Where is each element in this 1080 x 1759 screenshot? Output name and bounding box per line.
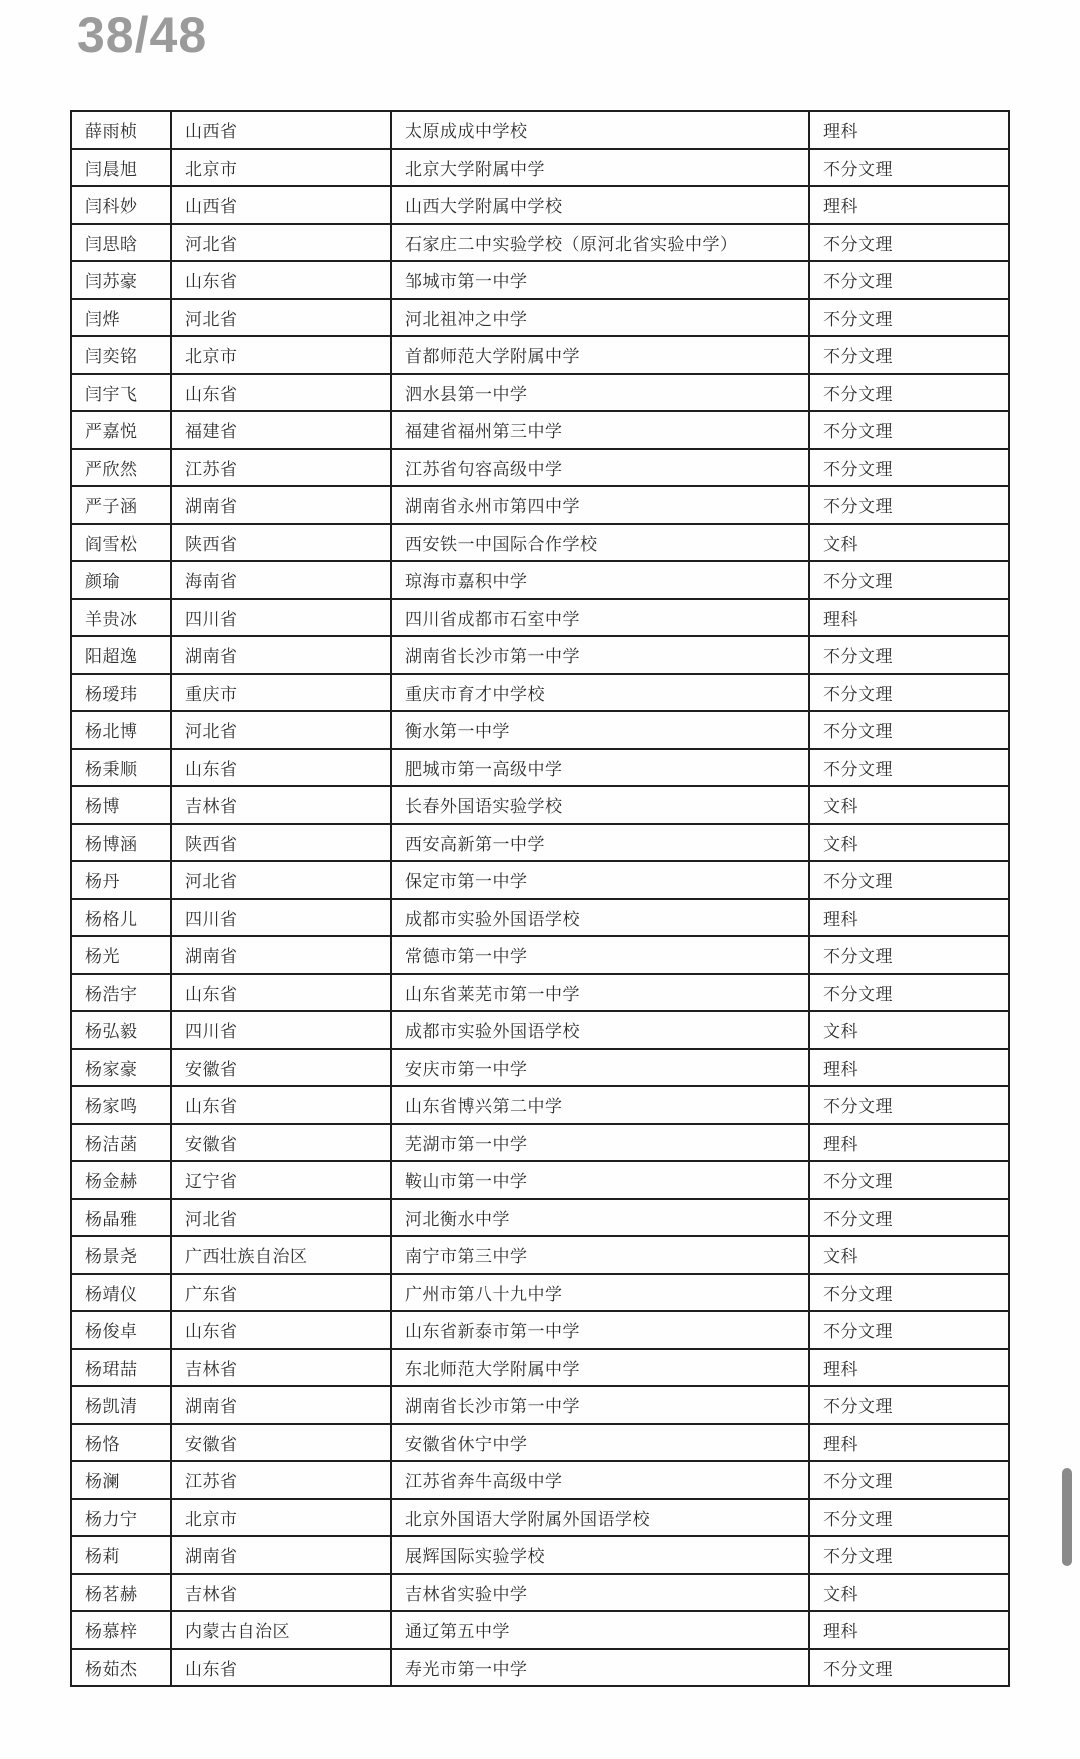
cell-name: 杨瑷玮 [71, 674, 171, 712]
cell-category: 理科 [809, 899, 1009, 937]
table-row [71, 1124, 1009, 1162]
table-row [71, 336, 1009, 374]
cell-province: 辽宁省 [171, 1161, 391, 1199]
cell-name: 闫苏豪 [71, 261, 171, 299]
cell-name: 杨景尧 [71, 1236, 171, 1274]
cell-category: 不分文理 [809, 1536, 1009, 1574]
cell-province: 广西壮族自治区 [171, 1236, 391, 1274]
cell-category: 理科 [809, 599, 1009, 637]
cell-school: 山东省新泰市第一中学 [391, 1311, 809, 1349]
cell-school: 山东省莱芜市第一中学 [391, 974, 809, 1012]
cell-province: 江苏省 [171, 449, 391, 487]
cell-name: 杨晶雅 [71, 1199, 171, 1237]
cell-category: 不分文理 [809, 1199, 1009, 1237]
cell-province: 陕西省 [171, 524, 391, 562]
cell-school: 展辉国际实验学校 [391, 1536, 809, 1574]
cell-name: 杨慕梓 [71, 1611, 171, 1649]
cell-category: 文科 [809, 786, 1009, 824]
cell-category: 文科 [809, 524, 1009, 562]
cell-school: 鞍山市第一中学 [391, 1161, 809, 1199]
cell-category: 不分文理 [809, 1499, 1009, 1537]
cell-name: 杨博 [71, 786, 171, 824]
cell-name: 闫科妙 [71, 186, 171, 224]
table-row [71, 1386, 1009, 1424]
cell-category: 理科 [809, 1349, 1009, 1387]
cell-school: 首都师范大学附属中学 [391, 336, 809, 374]
cell-category: 不分文理 [809, 299, 1009, 337]
cell-name: 薛雨桢 [71, 111, 171, 149]
cell-province: 河北省 [171, 299, 391, 337]
table-row [71, 561, 1009, 599]
cell-name: 杨光 [71, 936, 171, 974]
cell-province: 吉林省 [171, 1574, 391, 1612]
cell-province: 安徽省 [171, 1124, 391, 1162]
cell-school: 长春外国语实验学校 [391, 786, 809, 824]
cell-category: 理科 [809, 1611, 1009, 1649]
cell-name: 颜瑜 [71, 561, 171, 599]
table-row [71, 824, 1009, 862]
cell-name: 杨珺喆 [71, 1349, 171, 1387]
cell-province: 吉林省 [171, 786, 391, 824]
cell-school: 安庆市第一中学 [391, 1049, 809, 1087]
cell-school: 肥城市第一高级中学 [391, 749, 809, 787]
cell-province: 湖南省 [171, 1536, 391, 1574]
cell-school: 湖南省长沙市第一中学 [391, 636, 809, 674]
cell-school: 成都市实验外国语学校 [391, 899, 809, 937]
cell-school: 琼海市嘉积中学 [391, 561, 809, 599]
cell-province: 安徽省 [171, 1049, 391, 1087]
cell-province: 四川省 [171, 1011, 391, 1049]
cell-province: 山西省 [171, 186, 391, 224]
cell-name: 杨家鸣 [71, 1086, 171, 1124]
cell-province: 广东省 [171, 1274, 391, 1312]
table-row [71, 111, 1009, 149]
cell-school: 寿光市第一中学 [391, 1649, 809, 1687]
cell-name: 严子涵 [71, 486, 171, 524]
cell-category: 文科 [809, 1574, 1009, 1612]
cell-province: 河北省 [171, 861, 391, 899]
cell-name: 阎雪松 [71, 524, 171, 562]
table-row [71, 1049, 1009, 1087]
cell-province: 山东省 [171, 1649, 391, 1687]
cell-name: 阳超逸 [71, 636, 171, 674]
table-row [71, 1311, 1009, 1349]
cell-name: 杨弘毅 [71, 1011, 171, 1049]
cell-province: 山东省 [171, 749, 391, 787]
table-body [71, 111, 1009, 1686]
cell-category: 理科 [809, 186, 1009, 224]
cell-name: 杨力宁 [71, 1499, 171, 1537]
table-row [71, 899, 1009, 937]
cell-category: 不分文理 [809, 861, 1009, 899]
cell-category: 不分文理 [809, 449, 1009, 487]
table-row [71, 674, 1009, 712]
cell-category: 不分文理 [809, 336, 1009, 374]
cell-province: 山东省 [171, 374, 391, 412]
cell-name: 杨洁菡 [71, 1124, 171, 1162]
table-row [71, 1349, 1009, 1387]
table-row [71, 1461, 1009, 1499]
cell-name: 杨格儿 [71, 899, 171, 937]
cell-province: 吉林省 [171, 1349, 391, 1387]
table-row [71, 411, 1009, 449]
cell-school: 重庆市育才中学校 [391, 674, 809, 712]
page-number: 38/48 [77, 7, 208, 63]
cell-category: 不分文理 [809, 636, 1009, 674]
table-row [71, 1274, 1009, 1312]
cell-name: 杨茗赫 [71, 1574, 171, 1612]
table-row [71, 224, 1009, 262]
cell-province: 河北省 [171, 224, 391, 262]
cell-category: 理科 [809, 1124, 1009, 1162]
cell-school: 河北衡水中学 [391, 1199, 809, 1237]
cell-category: 不分文理 [809, 1086, 1009, 1124]
cell-school: 北京大学附属中学 [391, 149, 809, 187]
cell-name: 杨金赫 [71, 1161, 171, 1199]
table-row [71, 1161, 1009, 1199]
cell-name: 杨澜 [71, 1461, 171, 1499]
cell-category: 不分文理 [809, 674, 1009, 712]
table-row [71, 749, 1009, 787]
cell-name: 闫奕铭 [71, 336, 171, 374]
cell-school: 吉林省实验中学 [391, 1574, 809, 1612]
table-row [71, 1574, 1009, 1612]
cell-school: 福建省福州第三中学 [391, 411, 809, 449]
cell-province: 山东省 [171, 261, 391, 299]
cell-school: 北京外国语大学附属外国语学校 [391, 1499, 809, 1537]
cell-name: 杨秉顺 [71, 749, 171, 787]
table-row [71, 711, 1009, 749]
cell-school: 山东省博兴第二中学 [391, 1086, 809, 1124]
cell-category: 不分文理 [809, 974, 1009, 1012]
table-row [71, 861, 1009, 899]
cell-province: 陕西省 [171, 824, 391, 862]
cell-school: 西安铁一中国际合作学校 [391, 524, 809, 562]
cell-school: 保定市第一中学 [391, 861, 809, 899]
cell-category: 文科 [809, 1011, 1009, 1049]
cell-category: 不分文理 [809, 411, 1009, 449]
cell-school: 衡水第一中学 [391, 711, 809, 749]
cell-school: 通辽第五中学 [391, 1611, 809, 1649]
cell-name: 杨北博 [71, 711, 171, 749]
cell-province: 江苏省 [171, 1461, 391, 1499]
cell-name: 闫宇飞 [71, 374, 171, 412]
cell-province: 福建省 [171, 411, 391, 449]
cell-category: 不分文理 [809, 1311, 1009, 1349]
cell-school: 成都市实验外国语学校 [391, 1011, 809, 1049]
cell-name: 严欣然 [71, 449, 171, 487]
cell-school: 西安高新第一中学 [391, 824, 809, 862]
cell-category: 不分文理 [809, 261, 1009, 299]
cell-school: 东北师范大学附属中学 [391, 1349, 809, 1387]
cell-school: 芜湖市第一中学 [391, 1124, 809, 1162]
cell-school: 常德市第一中学 [391, 936, 809, 974]
cell-province: 河北省 [171, 711, 391, 749]
cell-province: 山西省 [171, 111, 391, 149]
cell-province: 湖南省 [171, 636, 391, 674]
table-row [71, 786, 1009, 824]
cell-category: 不分文理 [809, 561, 1009, 599]
cell-category: 不分文理 [809, 224, 1009, 262]
cell-province: 山东省 [171, 1086, 391, 1124]
table-row [71, 1611, 1009, 1649]
cell-province: 湖南省 [171, 1386, 391, 1424]
cell-province: 重庆市 [171, 674, 391, 712]
cell-name: 闫烨 [71, 299, 171, 337]
student-roster-table [70, 110, 1010, 1687]
cell-province: 北京市 [171, 336, 391, 374]
table-row [71, 1536, 1009, 1574]
cell-name: 杨凯清 [71, 1386, 171, 1424]
table-row [71, 1236, 1009, 1274]
cell-province: 海南省 [171, 561, 391, 599]
cell-province: 湖南省 [171, 936, 391, 974]
cell-school: 四川省成都市石室中学 [391, 599, 809, 637]
cell-school: 湖南省长沙市第一中学 [391, 1386, 809, 1424]
cell-province: 河北省 [171, 1199, 391, 1237]
cell-category: 不分文理 [809, 1461, 1009, 1499]
cell-school: 石家庄二中实验学校（原河北省实验中学） [391, 224, 809, 262]
cell-category: 不分文理 [809, 1386, 1009, 1424]
cell-name: 杨家豪 [71, 1049, 171, 1087]
table-row [71, 636, 1009, 674]
cell-category: 理科 [809, 1424, 1009, 1462]
table-row [71, 449, 1009, 487]
cell-province: 湖南省 [171, 486, 391, 524]
scrollbar-thumb[interactable] [1062, 1468, 1072, 1566]
cell-category: 理科 [809, 1049, 1009, 1087]
table-row [71, 186, 1009, 224]
table-row [71, 374, 1009, 412]
cell-school: 泗水县第一中学 [391, 374, 809, 412]
cell-province: 内蒙古自治区 [171, 1611, 391, 1649]
cell-category: 不分文理 [809, 486, 1009, 524]
cell-name: 杨浩宇 [71, 974, 171, 1012]
cell-province: 北京市 [171, 1499, 391, 1537]
cell-category: 不分文理 [809, 936, 1009, 974]
cell-school: 江苏省句容高级中学 [391, 449, 809, 487]
cell-school: 安徽省休宁中学 [391, 1424, 809, 1462]
table-row [71, 486, 1009, 524]
cell-name: 杨茹杰 [71, 1649, 171, 1687]
table-row [71, 149, 1009, 187]
table-row [71, 1499, 1009, 1537]
cell-category: 不分文理 [809, 1274, 1009, 1312]
cell-school: 湖南省永州市第四中学 [391, 486, 809, 524]
table-row [71, 974, 1009, 1012]
cell-school: 邹城市第一中学 [391, 261, 809, 299]
cell-name: 闫晨旭 [71, 149, 171, 187]
table-row [71, 1649, 1009, 1687]
cell-category: 不分文理 [809, 374, 1009, 412]
cell-school: 河北祖冲之中学 [391, 299, 809, 337]
cell-category: 不分文理 [809, 711, 1009, 749]
cell-category: 文科 [809, 824, 1009, 862]
cell-category: 不分文理 [809, 149, 1009, 187]
cell-category: 理科 [809, 111, 1009, 149]
cell-province: 山东省 [171, 974, 391, 1012]
cell-school: 山西大学附属中学校 [391, 186, 809, 224]
cell-name: 杨俊卓 [71, 1311, 171, 1349]
table-row [71, 1424, 1009, 1462]
cell-school: 太原成成中学校 [391, 111, 809, 149]
cell-category: 文科 [809, 1236, 1009, 1274]
table-row [71, 261, 1009, 299]
cell-province: 四川省 [171, 899, 391, 937]
cell-province: 山东省 [171, 1311, 391, 1349]
table-row [71, 599, 1009, 637]
cell-category: 不分文理 [809, 1649, 1009, 1687]
cell-category: 不分文理 [809, 749, 1009, 787]
cell-province: 北京市 [171, 149, 391, 187]
cell-name: 杨靖仪 [71, 1274, 171, 1312]
table-row [71, 524, 1009, 562]
table-row [71, 936, 1009, 974]
table-row [71, 1199, 1009, 1237]
cell-name: 杨丹 [71, 861, 171, 899]
cell-name: 杨恪 [71, 1424, 171, 1462]
table-row [71, 1086, 1009, 1124]
cell-school: 南宁市第三中学 [391, 1236, 809, 1274]
cell-school: 江苏省奔牛高级中学 [391, 1461, 809, 1499]
cell-name: 杨莉 [71, 1536, 171, 1574]
table-row [71, 1011, 1009, 1049]
cell-name: 羊贵冰 [71, 599, 171, 637]
cell-name: 严嘉悦 [71, 411, 171, 449]
cell-province: 四川省 [171, 599, 391, 637]
cell-name: 闫思晗 [71, 224, 171, 262]
cell-category: 不分文理 [809, 1161, 1009, 1199]
cell-province: 安徽省 [171, 1424, 391, 1462]
table-row [71, 299, 1009, 337]
cell-school: 广州市第八十九中学 [391, 1274, 809, 1312]
cell-name: 杨博涵 [71, 824, 171, 862]
